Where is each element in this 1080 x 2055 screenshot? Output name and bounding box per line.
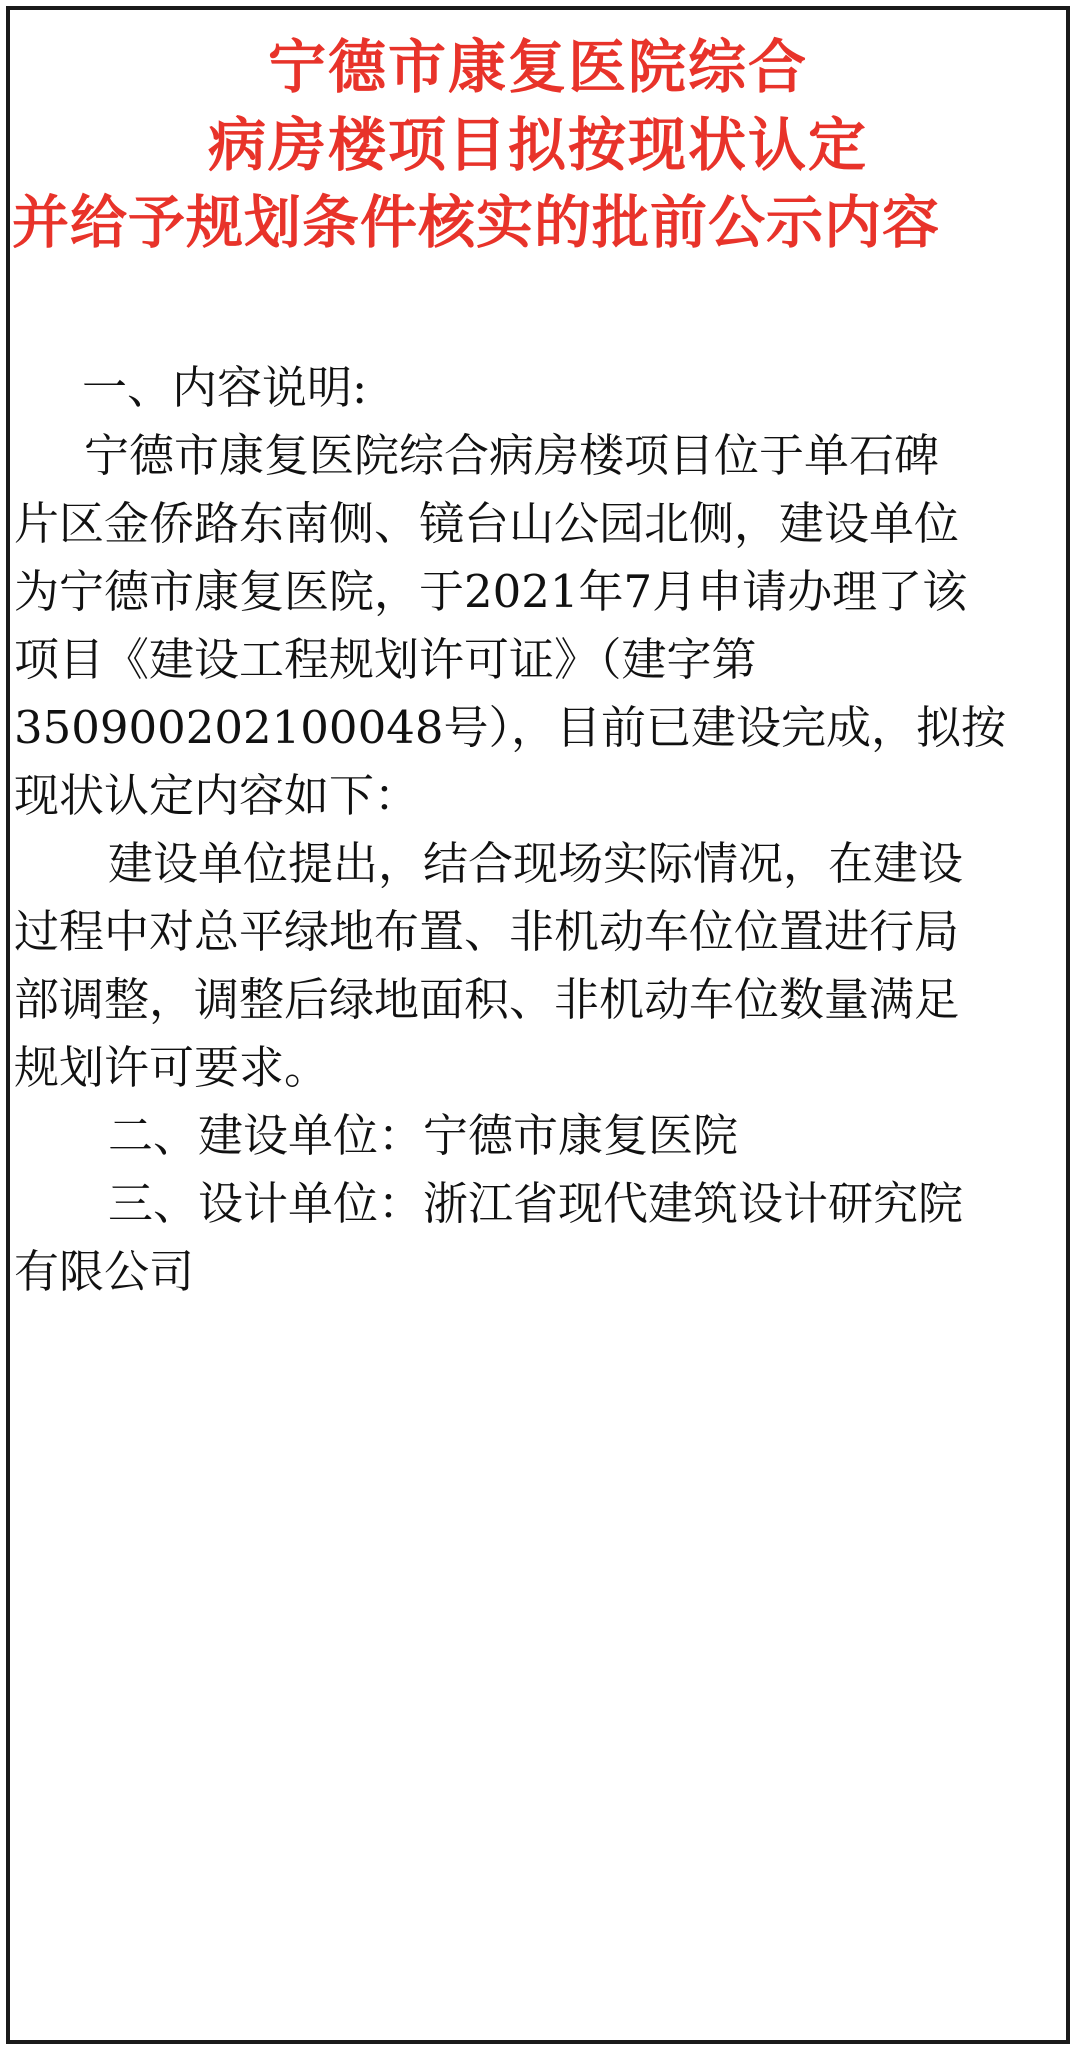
- paragraph-2-line: 过程中对总平绿地布置、非机动车位位置进行局: [14, 905, 960, 958]
- paragraph-1-line: 为宁德市康复医院，于2021年7月申请办理了该: [14, 565, 968, 618]
- paragraph-1-line: 片区金侨路东南侧、镜台山公园北侧，建设单位: [14, 497, 960, 550]
- paragraph-1-line: 现状认定内容如下：: [14, 769, 420, 822]
- document-body: [10, 354, 1066, 1306]
- section-1-heading: 一、内容说明:: [82, 361, 368, 414]
- document-frame: [6, 6, 1070, 2044]
- paragraph-2-line: 规划许可要求。: [14, 1041, 330, 1094]
- paragraph-1: [10, 422, 1066, 830]
- paragraph-1-line: 宁德市康复医院综合病房楼项目位于单石碑: [84, 429, 940, 482]
- section-3-line: 有限公司: [14, 1245, 195, 1298]
- title-line-3: 并给予规划条件核实的批前公示内容: [12, 190, 940, 256]
- section-3-line: 三、设计单位：浙江省现代建筑设计研究院: [108, 1177, 964, 1230]
- title-line-2: 病房楼项目拟按现状认定: [207, 111, 868, 179]
- paragraph-2: [10, 830, 1066, 1102]
- paragraph-1-line: 350900202100048号），目前已建设完成，拟按: [14, 701, 1006, 754]
- document-title: [10, 10, 1066, 262]
- section-3-design-unit: [10, 1170, 1066, 1306]
- paragraph-2-line: 部调整，调整后绿地面积、非机动车位数量满足: [14, 973, 960, 1026]
- title-line-1: 宁德市康复医院综合: [267, 33, 808, 101]
- section-2-construction-unit: 二、建设单位：宁德市康复医院: [108, 1109, 739, 1162]
- paragraph-1-line: 项目《建设工程规划许可证》（建字第: [14, 633, 757, 686]
- paragraph-2-line: 建设单位提出，结合现场实际情况，在建设: [108, 837, 964, 890]
